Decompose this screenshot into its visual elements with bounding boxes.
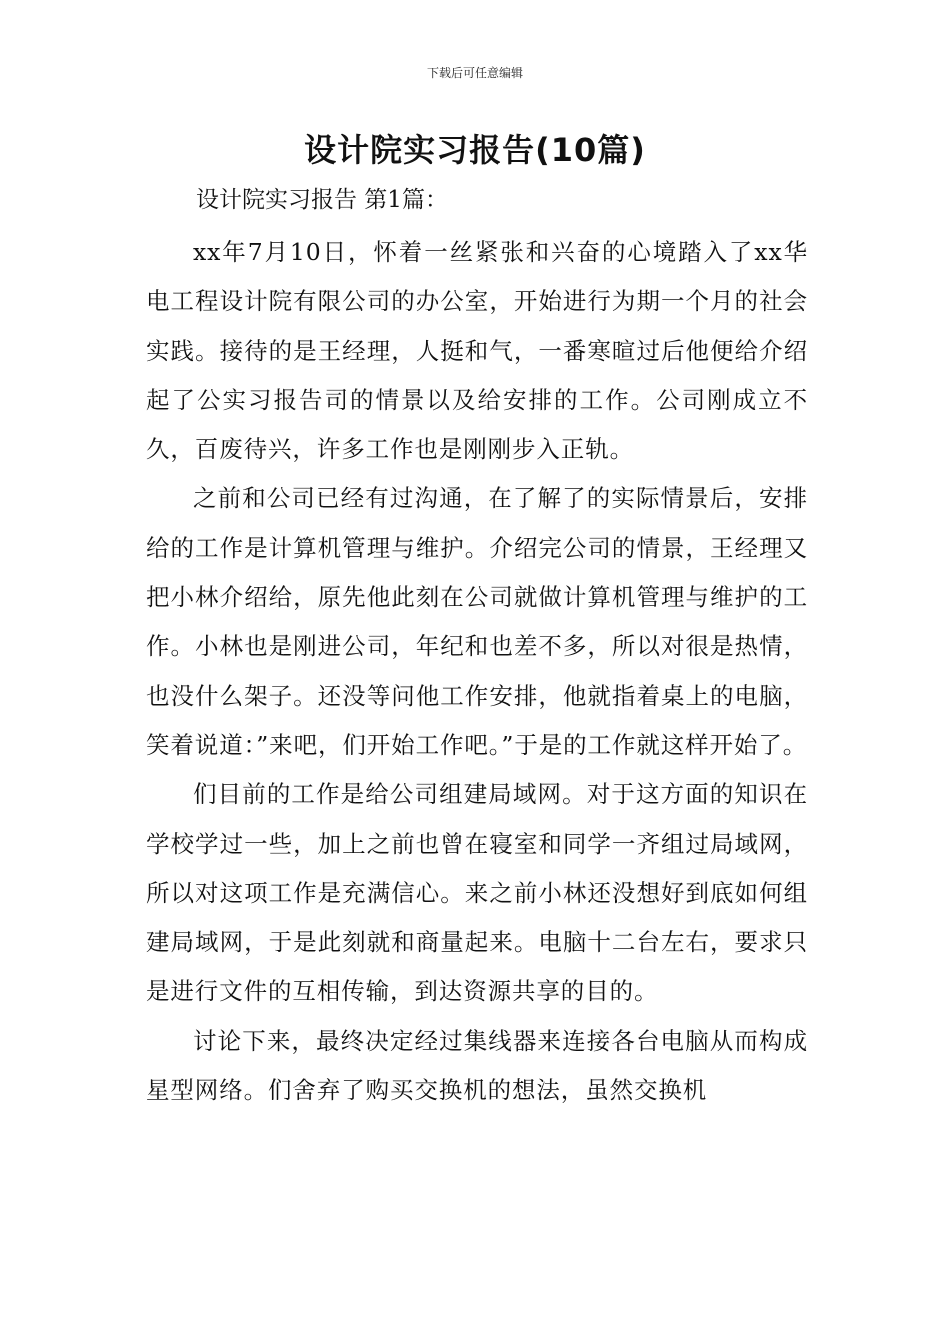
paragraph-4: 讨论下来，最终决定经过集线器来连接各台电脑从而构成星型网络。们舍弃了购买交换机的想法，虽然交换机 <box>146 1026 808 1105</box>
document-title: 设计院实习报告(10篇) <box>304 131 646 169</box>
header-note: 下载后可任意编辑 <box>426 66 523 80</box>
section-subtitle: 设计院实习报告 第1篇： <box>196 187 448 213</box>
document-body <box>146 228 808 1115</box>
paragraph-1: xx年7月10日，怀着一丝紧张和兴奋的心境踏入了xx华电工程设计院有限公司的办公室，开始进行为期一个月的社会实践。接待的是王经理，人挺和气，一番寒暄过后他便给介绍起了公实习报告司的情景以及给安排的工作。公司刚成立不久，百废待兴，许多工作也是刚刚步入正轨。 <box>146 238 808 464</box>
paragraph-2: 之前和公司已经有过沟通，在了解了的实际情景后，安排给的工作是计算机管理与维护。介绍完公司的情景，王经理又把小林介绍给，原先他此刻在公司就做计算机管理与维护的工作。小林也是刚进公司，年纪和也差不多，所以对很是热情，也没什么架子。还没等问他工作安排，他就指着桌上的电脑，笑着说道：”来吧，们开始工作吧。”于是的工作就这样开始了。 <box>146 484 808 759</box>
paragraph-3: 们目前的工作是给公司组建局域网。对于这方面的知识在学校学过一些，加上之前也曾在寝室和同学一齐组过局域网，所以对这项工作是充满信心。来之前小林还没想好到底如何组建局域网，于是此刻就和商量起来。电脑十二台左右，要求只是进行文件的互相传输，到达资源共享的目的。 <box>146 780 808 1006</box>
